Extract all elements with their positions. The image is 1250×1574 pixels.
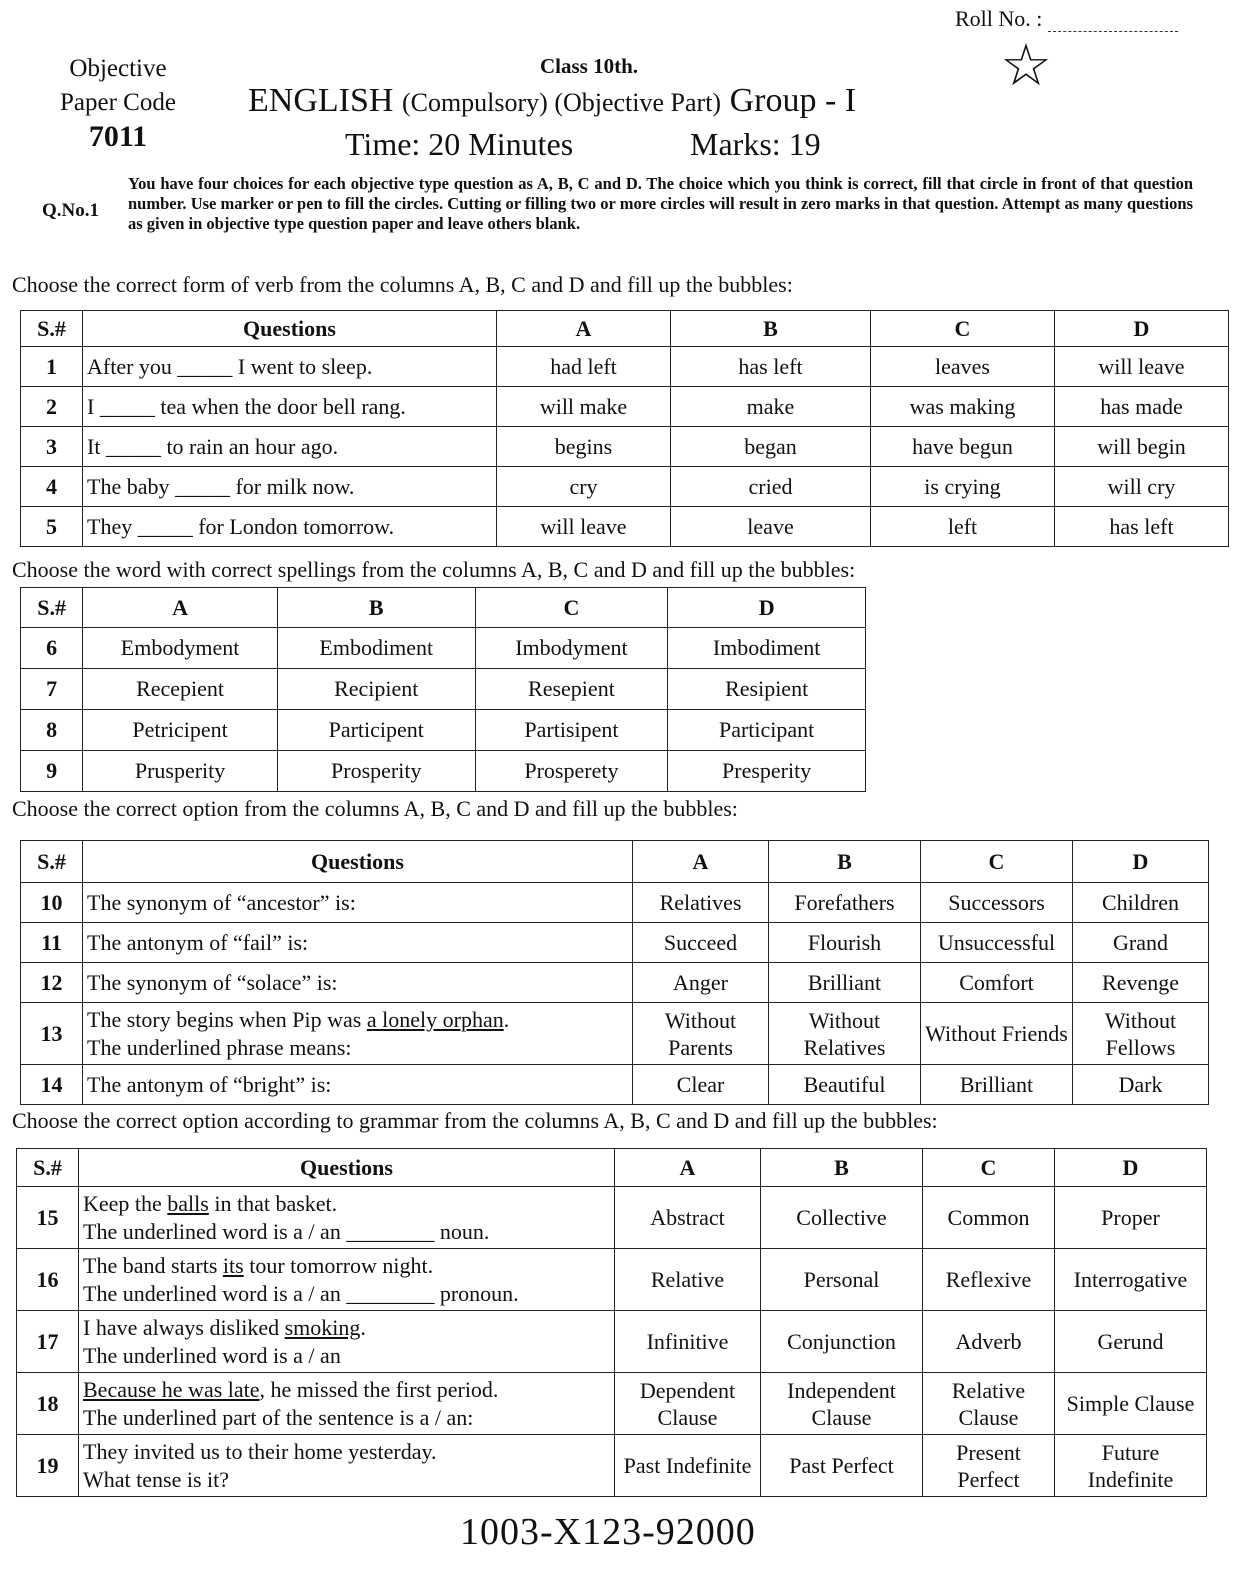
table-row (21, 628, 866, 669)
option-b: make (671, 387, 871, 427)
option-c: Adverb (923, 1311, 1055, 1373)
star-icon: ☆ (1000, 31, 1052, 99)
question-line1 (83, 1252, 610, 1280)
option-a: begins (497, 427, 671, 467)
option-a: had left (497, 347, 671, 387)
column-header: S.# (21, 311, 83, 347)
question-number: Q.No.1 (42, 200, 99, 221)
option-c: left (871, 507, 1055, 547)
serial-number: 3 (21, 427, 83, 467)
option-c: Imbodyment (475, 628, 668, 669)
option-b: Flourish (769, 923, 921, 963)
footer-code: 1003-X123-92000 (460, 1511, 756, 1553)
table-row (17, 1249, 1207, 1311)
column-header: B (761, 1149, 923, 1187)
question-line1 (87, 1006, 628, 1034)
question-text: I _____ tea when the door bell rang. (83, 387, 497, 427)
option-c: is crying (871, 467, 1055, 507)
section3-heading: Choose the correct option from the columns A, B, C and D and fill up the bubbles: (12, 796, 738, 821)
question-text: After you _____ I went to sleep. (83, 347, 497, 387)
question-text: The baby _____ for milk now. (83, 467, 497, 507)
option-c: leaves (871, 347, 1055, 387)
question-line2: The underlined word is a / an ________ noun. (83, 1218, 490, 1244)
table-row (21, 883, 1209, 923)
option-b: Prosperity (277, 751, 475, 792)
option-a: Relative (615, 1249, 761, 1311)
section2-table (20, 587, 866, 792)
question-text (83, 1003, 633, 1065)
column-header: D (1073, 841, 1209, 883)
question-text: The synonym of “ancestor” is: (83, 883, 633, 923)
option-b: Past Perfect (761, 1435, 923, 1497)
section4-table (16, 1148, 1207, 1497)
option-b: cried (671, 467, 871, 507)
paper-code-line2: Paper Code (60, 89, 176, 116)
subject-detail: (Compulsory) (Objective Part) (401, 88, 722, 117)
underlined-part: balls (167, 1190, 209, 1216)
question-line1 (83, 1438, 610, 1466)
option-d: Children (1073, 883, 1209, 923)
option-a: Clear (633, 1065, 769, 1105)
option-d: will begin (1055, 427, 1229, 467)
table-row (21, 1003, 1209, 1065)
column-header: C (475, 588, 668, 628)
column-header: C (871, 311, 1055, 347)
option-a: will leave (497, 507, 671, 547)
option-d: has made (1055, 387, 1229, 427)
roll-no (955, 6, 1178, 32)
serial-number: 5 (21, 507, 83, 547)
option-d: Revenge (1073, 963, 1209, 1003)
option-b: Recipient (277, 669, 475, 710)
serial-number: 9 (21, 751, 83, 792)
question-pre: I have always disliked (83, 1314, 285, 1340)
table-row (21, 507, 1229, 547)
roll-no-label: Roll No. : (955, 6, 1043, 31)
section1-table (20, 310, 1229, 547)
option-d: will cry (1055, 467, 1229, 507)
option-b: Personal (761, 1249, 923, 1311)
underlined-part: Because he was late (83, 1376, 260, 1402)
column-header: A (83, 588, 278, 628)
column-header: A (633, 841, 769, 883)
table-row (17, 1311, 1207, 1373)
option-d: Dark (1073, 1065, 1209, 1105)
serial-number: 15 (17, 1187, 79, 1249)
option-d: Interrogative (1055, 1249, 1207, 1311)
option-b: has left (671, 347, 871, 387)
question-text: The antonym of “bright” is: (83, 1065, 633, 1105)
underlined-part: smoking (284, 1314, 361, 1340)
option-d: Grand (1073, 923, 1209, 963)
option-c: Relative Clause (923, 1373, 1055, 1435)
column-header: S.# (21, 588, 83, 628)
option-a: Dependent Clause (615, 1373, 761, 1435)
question-text: The antonym of “fail” is: (83, 923, 633, 963)
table-row (21, 751, 866, 792)
serial-number: 7 (21, 669, 83, 710)
option-b: Beautiful (769, 1065, 921, 1105)
question-post: tour tomorrow night. (243, 1252, 434, 1278)
option-d: Resipient (668, 669, 866, 710)
column-header: Questions (83, 311, 497, 347)
question-text (79, 1187, 615, 1249)
option-c: Partisipent (475, 710, 668, 751)
option-d: will leave (1055, 347, 1229, 387)
option-c: Comfort (921, 963, 1073, 1003)
underlined-part: a lonely orphan (366, 1006, 504, 1032)
option-b: Conjunction (761, 1311, 923, 1373)
class-label: Class 10th. (540, 54, 639, 78)
question-text (79, 1373, 615, 1435)
option-d: Participant (668, 710, 866, 751)
option-c: Brilliant (921, 1065, 1073, 1105)
column-header: A (615, 1149, 761, 1187)
option-c: have begun (871, 427, 1055, 467)
option-c: Prosperety (475, 751, 668, 792)
option-c: Present Perfect (923, 1435, 1055, 1497)
option-a: Infinitive (615, 1311, 761, 1373)
table-row (21, 1065, 1209, 1105)
question-text: It _____ to rain an hour ago. (83, 427, 497, 467)
option-b: Participent (277, 710, 475, 751)
column-header: B (769, 841, 921, 883)
option-a: Recepient (83, 669, 278, 710)
column-header: Questions (83, 841, 633, 883)
serial-number: 6 (21, 628, 83, 669)
option-c: Reflexive (923, 1249, 1055, 1311)
option-a: Petricipent (83, 710, 278, 751)
question-post: in that basket. (208, 1190, 338, 1216)
table-row (21, 427, 1229, 467)
option-a: cry (497, 467, 671, 507)
question-line2: The underlined part of the sentence is a / an: (83, 1404, 474, 1430)
option-d: Gerund (1055, 1311, 1207, 1373)
column-header: D (1055, 1149, 1207, 1187)
column-header: S.# (21, 841, 83, 883)
serial-number: 11 (21, 923, 83, 963)
serial-number: 19 (17, 1435, 79, 1497)
column-header: S.# (17, 1149, 79, 1187)
question-post: , he missed the first period. (259, 1376, 499, 1402)
question-pre: The story begins when Pip was (87, 1006, 367, 1032)
option-d: Without Fellows (1073, 1003, 1209, 1065)
question-line1 (83, 1314, 610, 1342)
paper-code: 7011 (88, 120, 148, 153)
table-row (17, 1435, 1207, 1497)
option-a: Without Parents (633, 1003, 769, 1065)
roll-no-field[interactable] (1048, 31, 1178, 32)
option-c: was making (871, 387, 1055, 427)
question-line2: The underlined word is a / an ________ pronoun. (83, 1280, 519, 1306)
serial-number: 14 (21, 1065, 83, 1105)
option-a: Abstract (615, 1187, 761, 1249)
option-b: Without Relatives (769, 1003, 921, 1065)
option-d: has left (1055, 507, 1229, 547)
option-a: Prusperity (83, 751, 278, 792)
column-header: C (923, 1149, 1055, 1187)
section4-heading: Choose the correct option according to grammar from the columns A, B, C and D and fill up the bubbles: (12, 1108, 938, 1133)
option-b: leave (671, 507, 871, 547)
column-header: C (921, 841, 1073, 883)
column-header: Questions (79, 1149, 615, 1187)
option-d: Simple Clause (1055, 1373, 1207, 1435)
section3-table (20, 840, 1209, 1105)
question-text: They _____ for London tomorrow. (83, 507, 497, 547)
option-d: Future Indefinite (1055, 1435, 1207, 1497)
table-row (17, 1187, 1207, 1249)
question-pre: Keep the (83, 1190, 168, 1216)
column-header: D (1055, 311, 1229, 347)
column-header: D (668, 588, 866, 628)
serial-number: 17 (17, 1311, 79, 1373)
table-row (21, 347, 1229, 387)
column-header: A (497, 311, 671, 347)
table-row (21, 387, 1229, 427)
question-line2: What tense is it? (83, 1466, 230, 1492)
question-line2: The underlined word is a / an (83, 1342, 341, 1368)
question-text (79, 1435, 615, 1497)
serial-number: 13 (21, 1003, 83, 1065)
option-b: Forefathers (769, 883, 921, 923)
subject-title (248, 82, 856, 120)
serial-number: 8 (21, 710, 83, 751)
option-b: Embodiment (277, 628, 475, 669)
question-text: The synonym of “solace” is: (83, 963, 633, 1003)
option-d: Imbodiment (668, 628, 866, 669)
time-label: Time: 20 Minutes (345, 126, 574, 162)
question-post: . (503, 1006, 510, 1032)
section2-heading: Choose the word with correct spellings from the columns A, B, C and D and fill up the bubbles: (12, 557, 856, 582)
underlined-part: its (222, 1252, 244, 1278)
option-a: Past Indefinite (615, 1435, 761, 1497)
option-c: Unsuccessful (921, 923, 1073, 963)
option-a: Anger (633, 963, 769, 1003)
option-a: Succeed (633, 923, 769, 963)
option-d: Proper (1055, 1187, 1207, 1249)
serial-number: 1 (21, 347, 83, 387)
option-c: Successors (921, 883, 1073, 923)
table-row (21, 963, 1209, 1003)
marks-label: Marks: 19 (690, 126, 821, 162)
paper-code-block (48, 52, 188, 154)
option-a: Embodyment (83, 628, 278, 669)
question-line1 (83, 1376, 610, 1404)
column-header: B (277, 588, 475, 628)
table-row (17, 1373, 1207, 1435)
option-a: will make (497, 387, 671, 427)
instructions: You have four choices for each objective type question as A, B, C and D. The choice which you think is correct, fill that circle in front of that question number. Use marker or pen to fill the circles. Cutting or filling two or more circles will result in zero marks in that question. Attempt as many questions as given in objective type question paper and leave others blank. (128, 174, 1193, 233)
question-text (79, 1249, 615, 1311)
serial-number: 10 (21, 883, 83, 923)
table-row (21, 669, 866, 710)
question-pre: The band starts (83, 1252, 223, 1278)
paper-code-line1: Objective (69, 55, 167, 82)
question-pre: They invited us to their home yesterday. (83, 1438, 437, 1464)
question-line2: The underlined phrase means: (87, 1034, 352, 1060)
option-c: Without Friends (921, 1003, 1073, 1065)
subject-name: ENGLISH (248, 82, 394, 119)
question-post: . (360, 1314, 366, 1340)
option-b: Brilliant (769, 963, 921, 1003)
serial-number: 12 (21, 963, 83, 1003)
serial-number: 2 (21, 387, 83, 427)
serial-number: 4 (21, 467, 83, 507)
option-c: Common (923, 1187, 1055, 1249)
option-a: Relatives (633, 883, 769, 923)
question-line1 (83, 1190, 610, 1218)
option-d: Presperity (668, 751, 866, 792)
group-label: Group - I (729, 82, 857, 119)
table-row (21, 467, 1229, 507)
table-row (21, 923, 1209, 963)
option-b: Collective (761, 1187, 923, 1249)
serial-number: 18 (17, 1373, 79, 1435)
serial-number: 16 (17, 1249, 79, 1311)
option-c: Resepient (475, 669, 668, 710)
option-b: Independent Clause (761, 1373, 923, 1435)
question-text (79, 1311, 615, 1373)
column-header: B (671, 311, 871, 347)
table-row (21, 710, 866, 751)
section1-heading: Choose the correct form of verb from the columns A, B, C and D and fill up the bubbles: (12, 272, 793, 297)
option-b: began (671, 427, 871, 467)
